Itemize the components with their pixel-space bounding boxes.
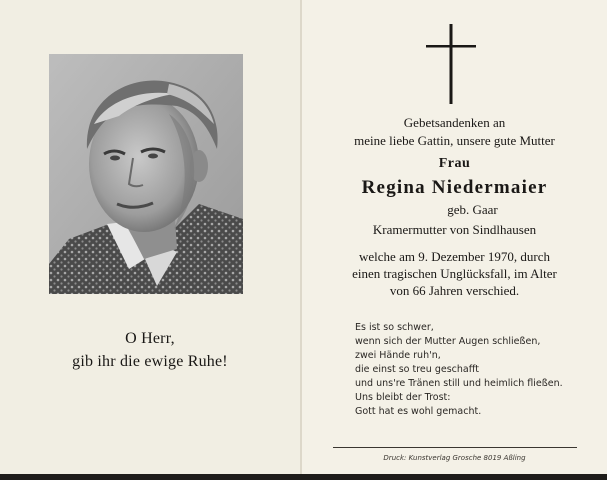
deceased-role: Kramermutter von Sindlhausen <box>372 222 537 237</box>
prayer-line-1: O Herr, <box>125 330 175 347</box>
poem-line-6: Uns bleibt der Trost: <box>355 392 451 403</box>
poem-line-4: die einst so treu geschafft <box>355 364 479 375</box>
death-line-1: welche am 9. Dezember 1970, durch <box>359 249 550 264</box>
prayer-line-2: gib ihr die ewige Ruhe! <box>72 353 228 370</box>
header-line-2: meine liebe Gattin, unsere gute Mutter <box>354 133 555 148</box>
portrait-photo <box>49 54 243 294</box>
deceased-name: Regina Niedermaier <box>361 177 548 198</box>
poem-line-7: Gott hat es wohl gemacht. <box>355 406 482 417</box>
death-line-2: einen tragischen Unglücksfall, im Alter <box>352 266 557 281</box>
death-line-3: von 66 Jahren verschied. <box>389 283 520 298</box>
maiden-name: geb. Gaar <box>447 202 498 217</box>
poem-line-5: und uns're Tränen still und heimlich fließen. <box>355 378 563 389</box>
poem-line-2: wenn sich der Mutter Augen schließen, <box>355 336 541 347</box>
divider-line <box>333 447 577 448</box>
poem-line-1: Es ist so schwer, <box>355 322 434 333</box>
card-bottom-edge <box>0 474 607 480</box>
deceased-title: Frau <box>438 156 471 171</box>
header-line-1: Gebetsandenken an <box>403 115 506 130</box>
cross-icon <box>426 24 476 104</box>
printer-credit: Druck: Kunstverlag Grosche 8019 Aßling <box>383 454 526 462</box>
poem-line-3: zwei Hände ruh'n, <box>355 350 441 361</box>
